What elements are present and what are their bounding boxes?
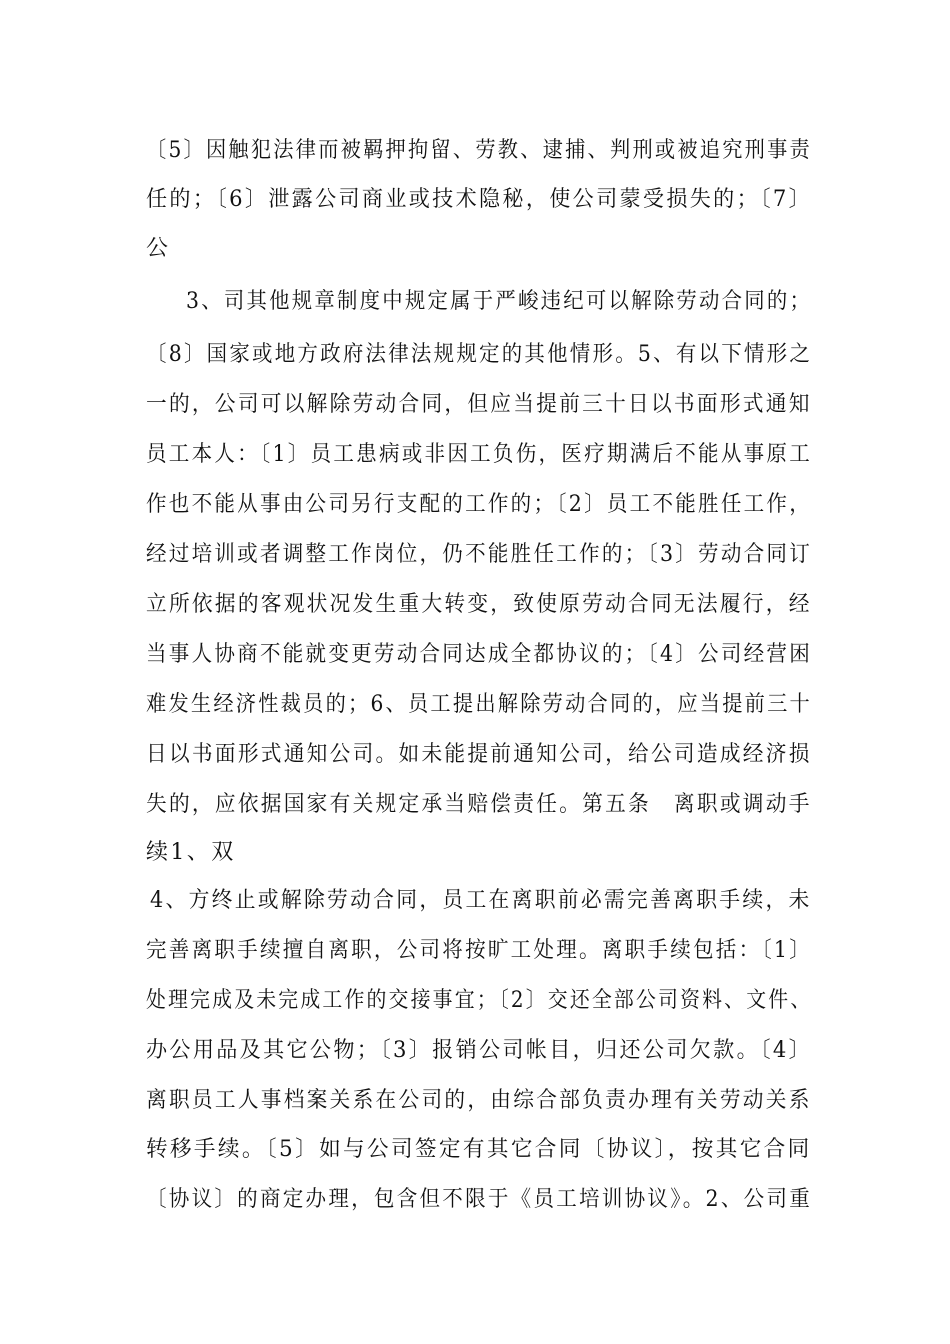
text-line: 当事人协商不能就变更劳动合同达成全都协议的；〔4〕公司经营困 — [146, 642, 813, 667]
text-line: 公 — [146, 236, 171, 261]
text-line: 离职员工人事档案关系在公司的，由综合部负责办理有关劳动关系 — [146, 1088, 812, 1113]
text-line: 〔协议〕的商定办理，包含但不限于《员工培训协议》。2、公司重 — [146, 1187, 813, 1212]
text-line: 4、方终止或解除劳动合同，员工在离职前必需完善离职手续，未 — [150, 888, 812, 913]
text-line: 员工本人：〔1〕员工患病或非因工负伤，医疗期满后不能从事原工 — [146, 442, 813, 467]
text-line: 立所依据的客观状况发生重大转变，致使原劳动合同无法履行，经 — [146, 592, 812, 617]
text-line: 一的，公司可以解除劳动合同，但应当提前三十日以书面形式通知 — [146, 392, 812, 417]
text-line: 作也不能从事由公司另行支配的工作的；〔2〕员工不能胜任工作， — [146, 492, 813, 517]
text-line: 3、司其他规章制度中规定属于严峻违纪可以解除劳动合同的； — [186, 289, 813, 314]
text-line: 〔8〕国家或地方政府法律法规规定的其他情形。5、有以下情形之 — [146, 342, 813, 367]
text-line: 难发生经济性裁员的；6、员工提出解除劳动合同的，应当提前三十 — [146, 692, 813, 717]
text-line: 失的，应依据国家有关规定承当赔偿责任。第五条 离职或调动手 — [146, 792, 812, 817]
text-line: 处理完成及未完成工作的交接事宜；〔2〕交还全部公司资料、文件、 — [146, 988, 813, 1013]
text-line: 任的；〔6〕泄露公司商业或技术隐秘，使公司蒙受损失的；〔7〕 — [146, 187, 813, 212]
text-line: 续1、双 — [146, 840, 236, 865]
text-line: 完善离职手续擅自离职，公司将按旷工处理。离职手续包括：〔1〕 — [146, 938, 813, 963]
text-line: 经过培训或者调整工作岗位，仍不能胜任工作的；〔3〕劳动合同订 — [146, 542, 813, 567]
text-line: 〔5〕因触犯法律而被羁押拘留、劳教、逮捕、判刑或被追究刑事责 — [146, 138, 813, 163]
text-line: 转移手续。〔5〕如与公司签定有其它合同〔协议〕，按其它合同 — [146, 1137, 812, 1162]
text-line: 办公用品及其它公物；〔3〕报销公司帐目，归还公司欠款。〔4〕 — [146, 1038, 813, 1063]
text-line: 日以书面形式通知公司。如未能提前通知公司，给公司造成经济损 — [146, 742, 812, 767]
